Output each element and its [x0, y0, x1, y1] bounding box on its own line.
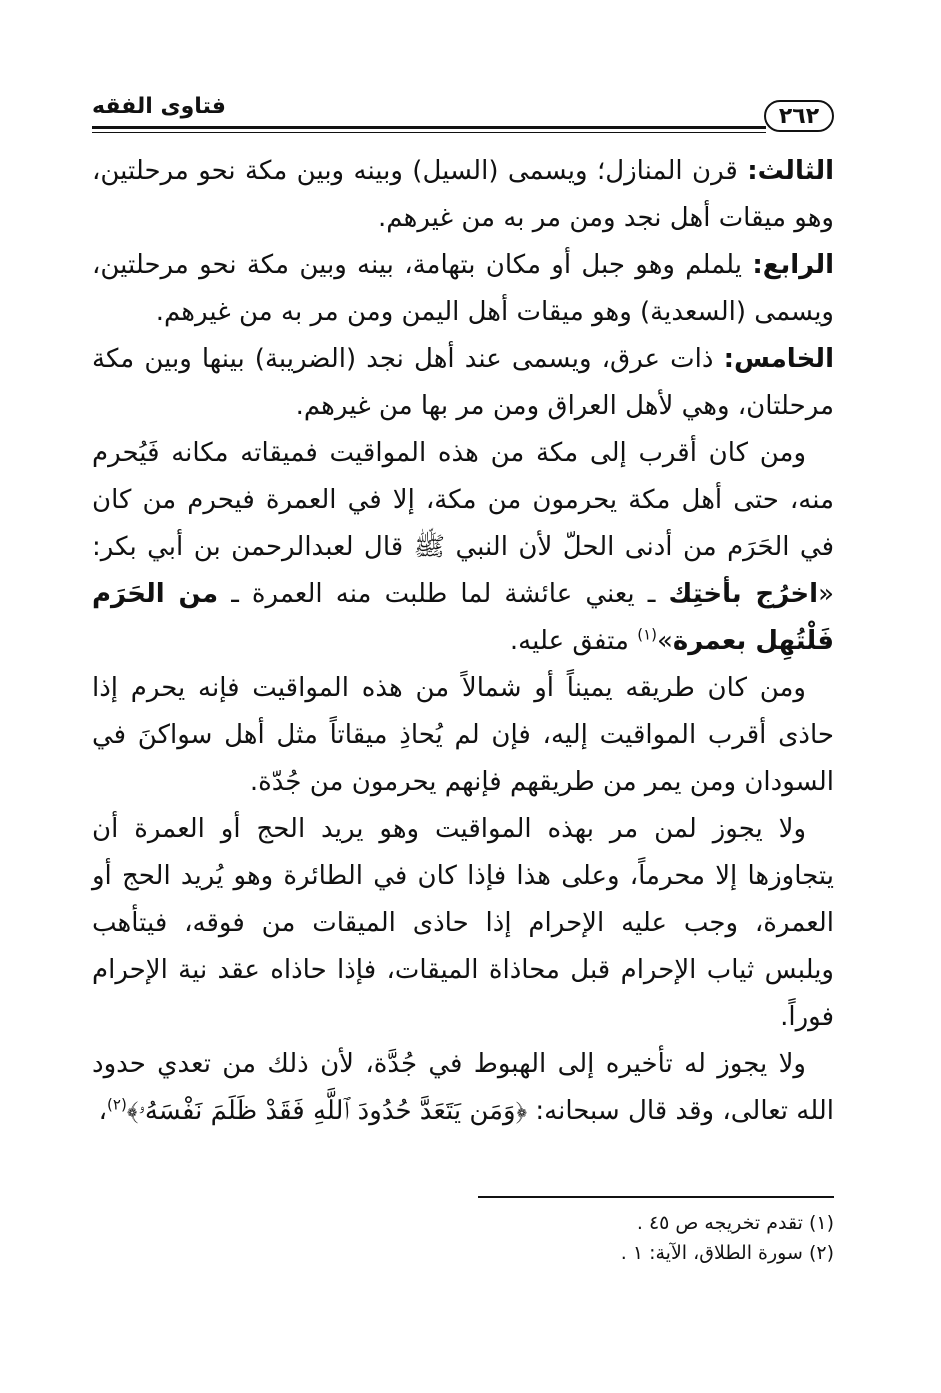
header-rule [92, 126, 766, 129]
paragraph-text: يلملم وهو جبل أو مكان بتهامة، بينه وبين مكة نحو مرحلتين، ويسمى (السعدية) وهو ميقات أهل اليمن ومن مر به من غيرهم. [92, 250, 834, 327]
footnote-text: سورة الطلاق، الآية: ١ . [620, 1242, 803, 1264]
paragraph-text: » [657, 626, 673, 656]
footnote-ref: (١) [637, 625, 657, 644]
footnote-ref: (٢) [107, 1095, 127, 1114]
paragraph-text: ـ يعني عائشة لما طلبت منه العمرة ـ [218, 579, 669, 609]
paragraph-near-mecca [92, 430, 834, 665]
paragraph-text: ، [98, 1096, 108, 1126]
hadith-quote: اخرُج بأختِك [668, 579, 819, 609]
header-title: فتاوى الفقه [92, 94, 226, 119]
paragraph-lead: الرابع: [752, 250, 834, 280]
paragraph-text: ولا يجوز له تأخيره إلى الهبوط في جُدَّة، لأن ذلك من تعدي حدود الله تعالى، وقد قال سبحانه: [92, 1049, 834, 1126]
main-text [92, 148, 834, 1135]
paragraph-text: ومن كان طريقه يميناً أو شمالاً من هذه المواقيت فإنه يحرم إذا حاذى أقرب المواقيت إليه، فإن لم يُحاذِ ميقاتاً مثل أهل سواكنَ في السودان ومن يمر من طريقهم فإنهم يحرمون من جُدّة. [92, 673, 834, 797]
paragraph-third-miqat [92, 148, 834, 242]
paragraph-text: ولا يجوز لمن مر بهذه المواقيت وهو يريد الحج أو العمرة أن يتجاوزها إلا محرماً، وعلى هذا فإذا كان في الطائرة وهو يُريد الحج أو العمرة، وجب عليه الإحرام إذا حاذى الميقات من فوقه، فيتأهب ويلبس ثياب الإحرام قبل محاذاة الميقات، فإذا حاذاه عقد نية الإحرام فوراً. [92, 814, 834, 1032]
footnote [92, 1208, 834, 1238]
paragraph-lead: الثالث: [747, 156, 834, 186]
paragraph-jeddah [92, 1041, 834, 1135]
paragraph-text: ذات عرق، ويسمى عند أهل نجد (الضريبة) بينها وبين مكة مرحلتان، وهي لأهل العراق ومن مر بها من غيرهم. [92, 344, 834, 421]
paragraph-aircraft [92, 806, 834, 1041]
footnote-separator [478, 1196, 834, 1198]
paragraph-fifth-miqat [92, 336, 834, 430]
footnote [92, 1238, 834, 1268]
footnote-text: تقدم تخريجه ص ٤٥ . [636, 1212, 803, 1234]
hadith-quote: من الحَرَم فَلْتُهِل بعمرة [92, 579, 834, 656]
page-number: ٢٦٢ [764, 100, 834, 132]
paragraph-side-route [92, 665, 834, 806]
paragraph-lead: الخامس: [723, 344, 834, 374]
paragraph-text: ومن كان أقرب إلى مكة من هذه المواقيت فميقاته مكانه فَيُحرم منه، حتى أهل مكة يحرمون من مكة، إلا في العمرة فيحرم من كان في الحَرَم من أدنى الحلّ لأن النبي ﷺ قال لعبدالرحمن بن أبي بكر: « [92, 438, 835, 609]
quran-verse: ﴿وَمَن يَتَعَدَّ حُدُودَ ٱللَّهِ فَقَدْ ظَلَمَ نَفْسَهُۥ﴾ [126, 1096, 528, 1126]
footnote-number: (٢) [808, 1242, 834, 1264]
paragraph-text: متفق عليه. [509, 626, 638, 656]
paragraph-fourth-miqat [92, 242, 834, 336]
paragraph-text: قرن المنازل؛ ويسمى (السيل) وبينه وبين مكة نحو مرحلتين، وهو ميقات أهل نجد ومن مر به من غيرهم. [92, 156, 834, 233]
footnotes [92, 1208, 834, 1268]
footnote-number: (١) [808, 1212, 834, 1234]
header-rule-thin [92, 132, 766, 133]
running-header [92, 92, 834, 138]
